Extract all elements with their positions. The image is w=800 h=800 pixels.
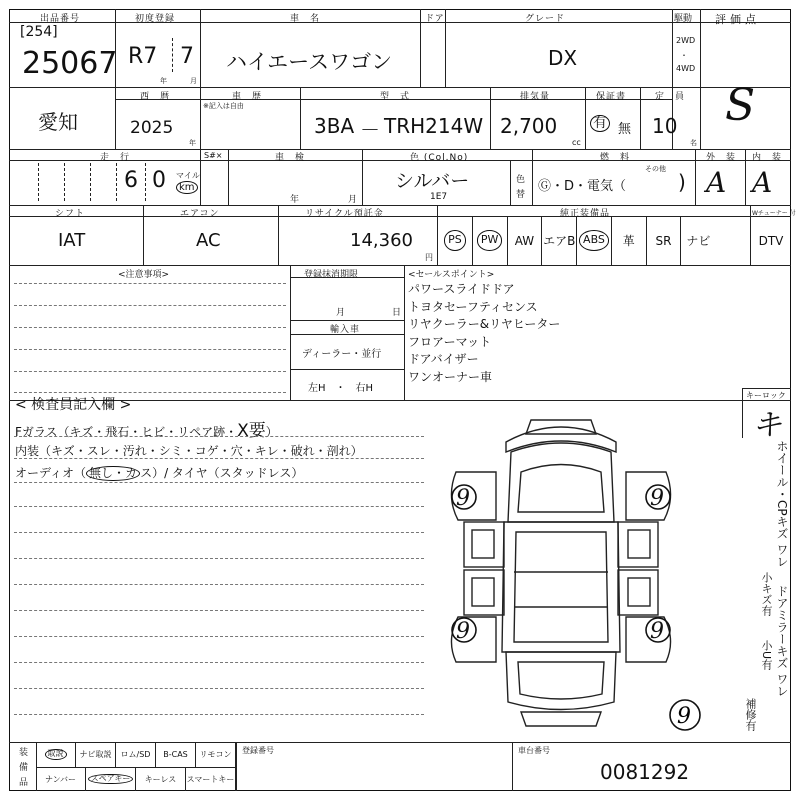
year: 2025 [130,118,174,138]
interior-label: 内 装 [752,153,783,163]
sales-point-item: ワンオーナー車 [408,369,493,384]
footer-equipment-item: 取説 [36,742,76,767]
color-code: 1E7 [430,192,448,202]
grade-label: グレード [525,14,566,24]
car-diagram [436,412,686,732]
first-reg-month: 7 [180,44,194,69]
recycle-label: リサイクル預託金 [305,209,384,219]
ac: AC [196,230,221,251]
fuel-label: 燃 料 [600,153,631,163]
eval-score: S [725,80,756,131]
equipment-label: 純正装備品 [560,209,611,219]
sales-point-item: フロアーマット [408,334,492,349]
inspector-title: < 検査員記入欄 > [15,397,132,413]
footer-items-row1 [36,742,236,767]
svg-text:9: 9 [677,704,691,729]
grade: DX [548,46,578,70]
handle-option: 左H ・ 右H [308,383,374,394]
displacement-label: 排気量 [520,92,551,102]
sales-point-item: トヨタセーフティセンス [408,299,538,314]
lot-number: 25067 [22,46,118,81]
interior-grade: A [752,166,773,199]
color: シルバー [395,170,470,192]
equipment-item: ABS [576,216,611,265]
footer-equipment-item: スマートキー [186,767,236,791]
reg-no-label: 登録番号 [242,746,274,755]
mileage-digit-4: 6 [124,168,138,193]
exterior-label: 外 装 [706,153,737,163]
recycle-amount: 14,360 [350,230,413,251]
drive-4wd: 4WD [676,64,696,73]
sales-label: <セールスポイント> [408,270,495,280]
first-reg-era: R7 [128,44,158,69]
warranty-yes: 有 [590,115,610,132]
drive-label: 駆動 [674,14,693,24]
lot-label: 出品番号 [40,14,81,24]
equipment-item: エアB [541,216,576,265]
year-label: 西 暦 [140,92,171,102]
reg-deadline-label: 登録抹消期限 [304,270,359,280]
ac-label: エアコン [180,209,220,219]
warranty-no: 無 [618,122,632,137]
footer-equipment-item: ナンバー [36,767,86,791]
sales-points [408,281,560,386]
footer-equipment-item: B-CAS [156,742,196,767]
equipment-item: AW [507,216,542,265]
inspection-label: 車 検 [275,153,306,163]
audio-none: 無し・カ [86,466,140,481]
eval-label: 評価点 [715,13,760,26]
equipment-item-dtv: DTV [750,216,791,265]
equipment-item: 革 [611,216,646,265]
color-label: 色 (Col.No) [410,153,469,163]
shift: IAT [58,230,86,251]
damage-mark-front-right: 9 [650,486,664,511]
model-label: 型 式 [380,92,411,102]
warranty-label: 保証書 [596,92,627,102]
equipment-list [437,216,791,265]
km-unit: km [176,181,198,194]
capacity-label: 定 員 [655,92,686,102]
key-lock-value: キ [752,408,782,443]
region: 愛知 [38,110,78,134]
key-lock-label: キーロック [746,391,786,400]
mile-unit: マイル [176,171,200,180]
sales-point-item: パワースライドドア [408,282,515,296]
footer-equipment-item: キーレス [136,767,186,791]
lot-sub: [254] [20,24,58,40]
mileage-label: 走 行 [100,153,131,163]
mileage-digit-5: 0 [152,168,166,193]
footer-equipment-item: ロム/SD [116,742,156,767]
chassis-number: 0081292 [600,760,690,784]
first-reg-label: 初度登録 [135,14,176,24]
footer-equipment-item: ナビ取説 [76,742,116,767]
fuel-options: Ⓖ・D・電気（ [538,179,627,194]
equipment-item: ナビ [680,216,715,265]
equipment-item: SR [646,216,681,265]
equipment-item: PS [437,216,472,265]
audio-tire-line: オーディオ（ 無し・カ ス）/ タイヤ（スタッドレス） [15,466,304,480]
model: TRH214W [384,114,484,138]
damage-mark-mirror [665,695,705,735]
history-label: 車 歴 [232,92,263,102]
damage-mark-rear-left: 9 [456,619,470,644]
displacement: 2,700 [500,114,558,138]
fglass-line: Fガラス（キズ・飛石・ヒビ・リペア跡・X要） [15,421,278,441]
shift-label: シフト [55,209,86,219]
footer-equipment-item: リモコン [196,742,236,767]
dealer-option: ディーラー・並行 [302,349,382,360]
door-label: ドア [425,14,445,24]
car-name: ハイエースワゴン [226,50,393,74]
damage-legend: ホイール・CPキズ ワレ 小キズ有 ドアミラーキズ ワレ 小U有 補修有 [744,440,789,731]
fglass-mark: X [237,421,249,441]
damage-mark-rear-right: 9 [650,619,664,644]
car-name-label: 車 名 [290,14,321,24]
chassis-label: 車台番号 [518,746,550,755]
caution-label: <注意事項> [118,270,170,280]
model-prefix: 3BA [314,114,355,138]
import-label: 輸入車 [330,325,361,335]
drive-2wd: 2WD [676,36,696,45]
sales-point-item: ドアバイザー [408,352,479,366]
footer-items-row2 [36,767,236,791]
sales-point-item: リヤクーラー&リヤヒーター [408,317,561,331]
footer-equipment-item: スペアキー [86,767,136,791]
interior-line: 内装（キズ・スレ・汚れ・シミ・コゲ・穴・キレ・破れ・剖れ） [15,444,363,458]
capacity: 10 [652,114,678,138]
damage-mark-front-left: 9 [456,486,470,511]
equipment-item: PW [472,216,507,265]
exterior-grade: A [706,166,727,199]
